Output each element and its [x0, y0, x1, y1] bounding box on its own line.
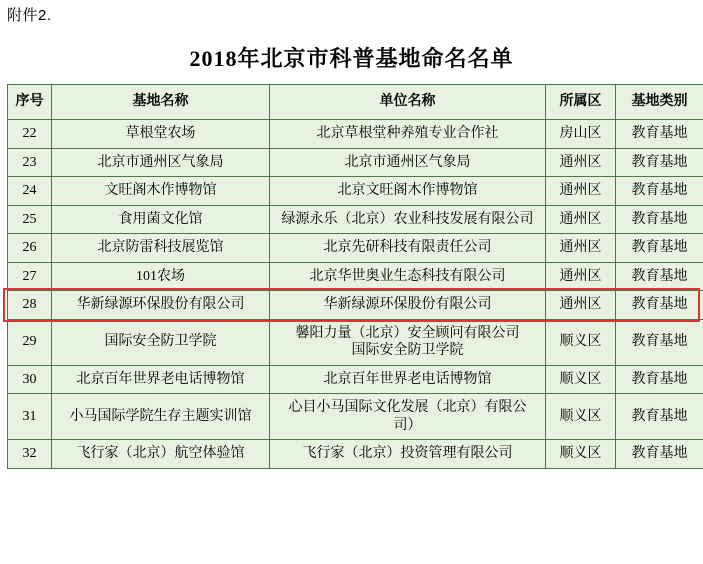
column-header-unit-name: 单位名称 — [270, 85, 546, 120]
table-row — [8, 440, 703, 469]
cell-district: 通州区 — [546, 148, 616, 177]
table-row — [8, 291, 703, 320]
cell-district: 通州区 — [546, 205, 616, 234]
page-title: 2018年北京市科普基地命名名单 — [189, 46, 514, 71]
cell-base-name: 文旺阁木作博物馆 — [52, 177, 270, 206]
cell-base-type: 教育基地 — [616, 262, 703, 291]
column-header-base-type: 基地类别 — [616, 85, 703, 120]
cell-index: 31 — [8, 394, 52, 440]
cell-district: 通州区 — [546, 234, 616, 263]
cell-base-type: 教育基地 — [616, 205, 703, 234]
table-body — [8, 120, 703, 469]
cell-district: 房山区 — [546, 120, 616, 149]
cell-base-name: 国际安全防卫学院 — [52, 319, 270, 365]
cell-index: 28 — [8, 291, 52, 320]
cell-base-type: 教育基地 — [616, 234, 703, 263]
column-header-base-name: 基地名称 — [52, 85, 270, 120]
table-row — [8, 205, 703, 234]
name-list-table-container — [7, 84, 703, 469]
cell-base-type: 教育基地 — [616, 440, 703, 469]
cell-base-type: 教育基地 — [616, 319, 703, 365]
cell-index: 22 — [8, 120, 52, 149]
cell-base-type: 教育基地 — [616, 148, 703, 177]
cell-base-name: 北京百年世界老电话博物馆 — [52, 365, 270, 394]
cell-unit-name: 北京文旺阁木作博物馆 — [270, 177, 546, 206]
cell-base-name: 北京市通州区气象局 — [52, 148, 270, 177]
cell-base-name: 草根堂农场 — [52, 120, 270, 149]
cell-index: 29 — [8, 319, 52, 365]
cell-district: 顺义区 — [546, 394, 616, 440]
name-list-table — [7, 84, 703, 469]
cell-unit-name: 飞行家（北京）投资管理有限公司 — [270, 440, 546, 469]
table-row — [8, 394, 703, 440]
cell-base-name: 华新绿源环保股份有限公司 — [52, 291, 270, 320]
table-row — [8, 177, 703, 206]
cell-base-type: 教育基地 — [616, 120, 703, 149]
cell-base-type: 教育基地 — [616, 394, 703, 440]
cell-base-name: 飞行家（北京）航空体验馆 — [52, 440, 270, 469]
cell-district: 顺义区 — [546, 319, 616, 365]
table-row — [8, 148, 703, 177]
cell-unit-name: 心目小马国际文化发展（北京）有限公 司） — [270, 394, 546, 440]
cell-base-type: 教育基地 — [616, 177, 703, 206]
table-header-row — [8, 85, 703, 120]
cell-district: 通州区 — [546, 177, 616, 206]
column-header-index: 序号 — [8, 85, 52, 120]
cell-unit-name: 北京华世奥业生态科技有限公司 — [270, 262, 546, 291]
cell-district: 通州区 — [546, 291, 616, 320]
column-header-district: 所属区 — [546, 85, 616, 120]
cell-district: 顺义区 — [546, 365, 616, 394]
cell-unit-name: 绿源永乐（北京）农业科技发展有限公司 — [270, 205, 546, 234]
cell-unit-name: 北京草根堂种养殖专业合作社 — [270, 120, 546, 149]
cell-index: 30 — [8, 365, 52, 394]
cell-index: 23 — [8, 148, 52, 177]
cell-district: 顺义区 — [546, 440, 616, 469]
cell-index: 25 — [8, 205, 52, 234]
cell-base-name: 食用菌文化馆 — [52, 205, 270, 234]
table-row — [8, 319, 703, 365]
cell-base-name: 101农场 — [52, 262, 270, 291]
cell-unit-name: 北京百年世界老电话博物馆 — [270, 365, 546, 394]
cell-base-type: 教育基地 — [616, 291, 703, 320]
table-row — [8, 262, 703, 291]
table-row — [8, 234, 703, 263]
cell-base-type: 教育基地 — [616, 365, 703, 394]
cell-base-name: 北京防雷科技展览馆 — [52, 234, 270, 263]
table-row — [8, 365, 703, 394]
cell-index: 26 — [8, 234, 52, 263]
cell-unit-name: 北京先研科技有限责任公司 — [270, 234, 546, 263]
attachment-label: 附件2. — [7, 7, 52, 24]
cell-base-name: 小马国际学院生存主题实训馆 — [52, 394, 270, 440]
cell-district: 通州区 — [546, 262, 616, 291]
cell-index: 32 — [8, 440, 52, 469]
cell-unit-name: 北京市通州区气象局 — [270, 148, 546, 177]
table-row — [8, 120, 703, 149]
cell-index: 27 — [8, 262, 52, 291]
cell-index: 24 — [8, 177, 52, 206]
cell-unit-name: 馨阳力量（北京）安全顾问有限公司 国际安全防卫学院 — [270, 319, 546, 365]
cell-unit-name: 华新绿源环保股份有限公司 — [270, 291, 546, 320]
